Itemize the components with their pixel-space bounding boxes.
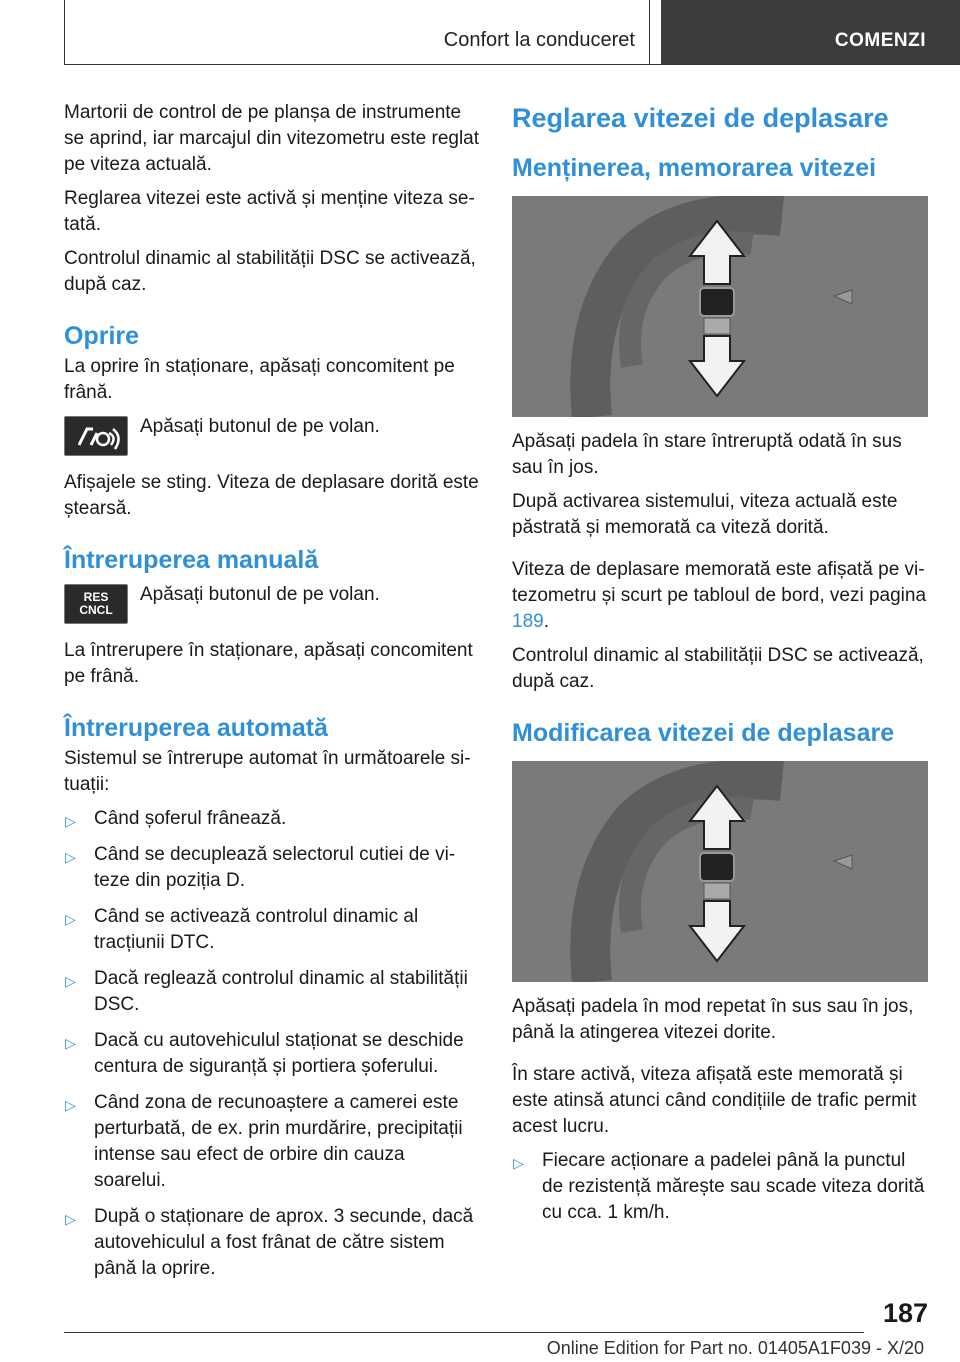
paragraph: La oprire în staționare, apăsați concomitent pe frână. [64, 356, 455, 403]
auto-conditions-list [64, 806, 480, 1282]
speed-adjust-list [512, 1148, 928, 1226]
heading-manual: Întreruperea manuală [64, 546, 319, 574]
paragraph: Afișajele se sting. Viteza de deplasare dorită este ștearsă. [64, 472, 479, 519]
paragraph: După activarea sistemului, viteza actuală este păstrată și memorată ca viteză dorită. [512, 491, 898, 538]
list-item: ▷ Când se decuplează selectorul cutiei de viteze din poziția D. [65, 844, 456, 891]
footer-rule [64, 1332, 864, 1333]
header-rule [64, 64, 960, 65]
steering-wheel-photo [512, 196, 928, 417]
cncl-label: CNCL [79, 603, 113, 617]
paragraph: Reglarea vitezei este activă și menține viteza setată. [64, 188, 475, 235]
list-item: ▷ După o staționare de aprox. 3 secunde, dacă autovehiculul a fost frânat de către sistem până la oprire. [65, 1206, 474, 1279]
left-column [64, 100, 480, 1292]
paragraph: La întrerupere în staționare, apăsați concomitent pe frână. [64, 640, 473, 687]
cruise-control-icon [64, 416, 128, 456]
triangle-bullet-icon: ▷ [65, 973, 76, 989]
list-item: ▷ Dacă reglează controlul dinamic al stabilității DSC. [65, 968, 468, 1015]
list-item: ▷ Dacă cu autovehiculul staționat se deschide centura de siguranță și portiera șoferului. [65, 1030, 464, 1077]
heading-oprire: Oprire [64, 322, 140, 350]
steering-wheel-photo [512, 761, 928, 982]
header-chapter-tab [661, 0, 960, 64]
heading-modificare: Modificarea vitezei de deplasare [512, 719, 895, 747]
heading-mentinere: Menținerea, memorarea vitezei [512, 154, 877, 182]
list-item: ▷ Fiecare acționare a padelei până la punctul de rezistență mărește sau scade viteza dorită cu cca. 1 km/h. [513, 1150, 925, 1223]
paragraph: În stare activă, viteza afișată este memorată și este atinsă atunci când condițiile de trafic permit acest lucru. [512, 1064, 917, 1137]
triangle-bullet-icon: ▷ [65, 849, 76, 865]
paragraph: Sistemul se întrerupe automat în următoarele situații: [64, 748, 471, 795]
paragraph: Apăsați padela în stare întreruptă odată în sus sau în jos. [512, 431, 902, 478]
paragraph: Viteza de deplasare memorată este afișată pe vitezometru și scurt pe tabloul de bord, vezi pagina 189. [512, 559, 927, 632]
list-item: ▷ Când zona de recunoaștere a camerei este perturbată, de ex. prin murdărire, precipitații intense sau efect de orbire din cauza soarelui. [65, 1092, 463, 1191]
paragraph: Martorii de control de pe planșa de instrumente se aprind, iar marcajul din vitezometru este reglat pe viteza actuală. [64, 102, 480, 175]
header-section-title [64, 0, 650, 64]
list-item: ▷ Când șoferul frânează. [64, 806, 480, 832]
instruction-text: Apăsați butonul de pe volan. [140, 584, 380, 605]
list-item: ▷ Când se activează controlul dinamic al tracțiunii DTC. [65, 906, 419, 953]
triangle-bullet-icon: ▷ [65, 1211, 76, 1227]
triangle-bullet-icon: ▷ [65, 813, 76, 829]
paragraph: Controlul dinamic al stabilității DSC se activează, după caz. [512, 645, 924, 692]
paragraph: Controlul dinamic al stabilității DSC se activează, după caz. [64, 248, 476, 295]
right-column [512, 100, 928, 1236]
res-label: RES [83, 590, 109, 604]
res-cncl-button-icon [64, 584, 128, 624]
edition-text: Online Edition for Part no. 01405A1F039 - X/20 [546, 1338, 924, 1358]
instruction-text: Apăsați butonul de pe volan. [140, 416, 380, 437]
section-title: Confort la conduceret [443, 29, 635, 51]
page-title: Reglarea vitezei de deplasare [512, 103, 889, 133]
page-number: 187 [882, 1298, 928, 1328]
chapter-title: COMENZI [834, 30, 926, 51]
paragraph: Apăsați padela în mod repetat în sus sau în jos, până la atingerea vitezei dorite. [512, 996, 914, 1043]
triangle-bullet-icon: ▷ [513, 1155, 524, 1171]
button-instruction [64, 414, 480, 460]
page-link[interactable]: 189 [512, 611, 544, 632]
button-instruction [64, 582, 480, 628]
triangle-bullet-icon: ▷ [65, 1035, 76, 1051]
heading-auto: Întreruperea automată [64, 714, 328, 742]
triangle-bullet-icon: ▷ [65, 911, 76, 927]
triangle-bullet-icon: ▷ [65, 1097, 76, 1113]
